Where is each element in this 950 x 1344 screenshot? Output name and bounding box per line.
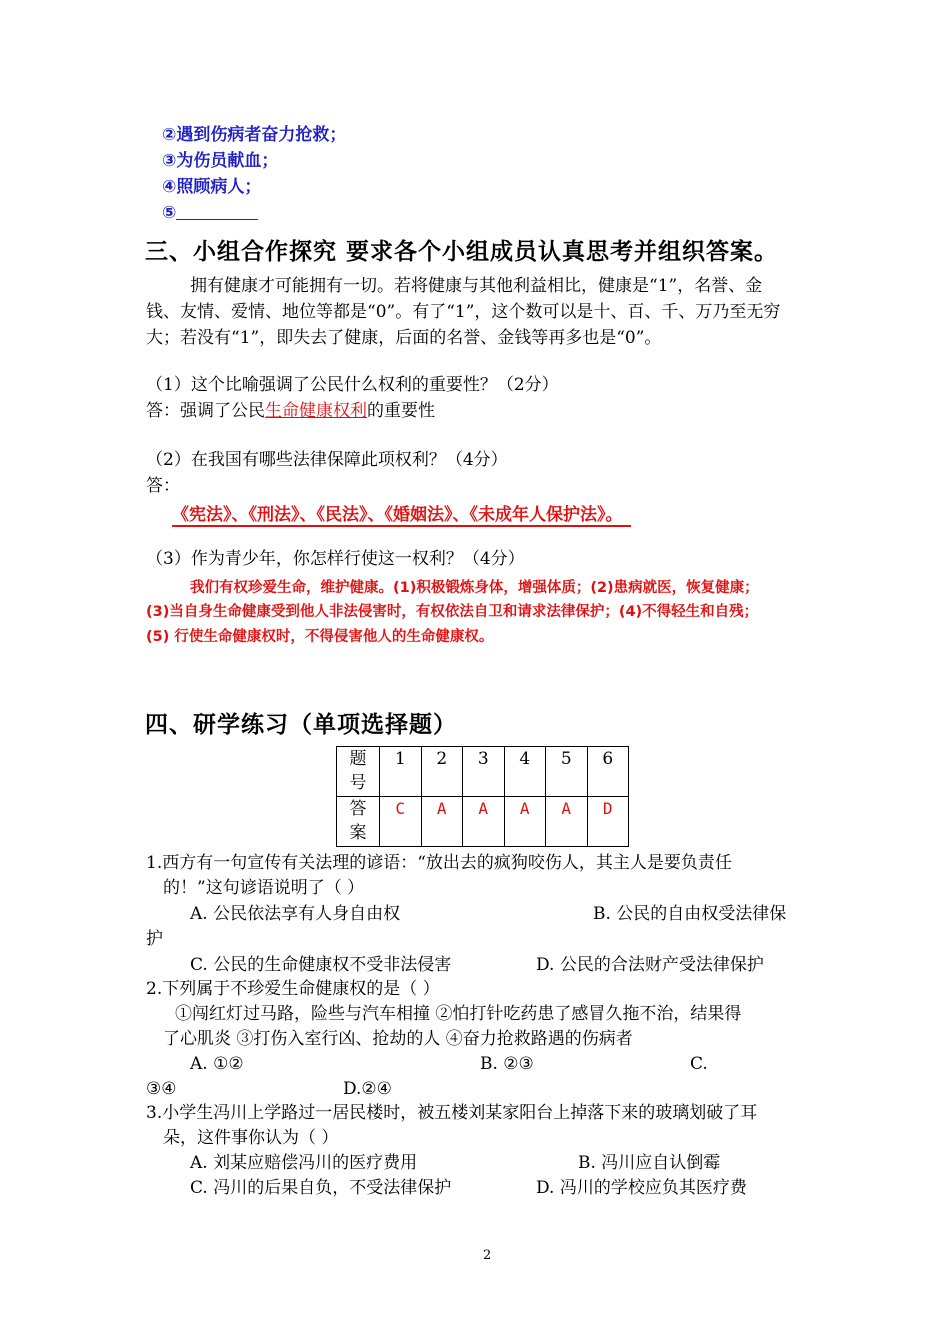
answer-cell: A bbox=[463, 797, 505, 847]
mcq-1-option-d: D. 公民的合法财产受法律保护 bbox=[536, 955, 764, 975]
table-cell: 6 bbox=[587, 747, 629, 797]
table-header-cell: 题 号 bbox=[337, 747, 380, 797]
section3-heading: 三、小组合作探究 要求各个小组成员认真思考并组织答案。 bbox=[145, 239, 779, 265]
answer-table bbox=[336, 746, 629, 847]
mcq-2-stem: ①闯红灯过马路，险些与汽车相撞 ②怕打针吃药患了感冒久拖不治，结果得 bbox=[175, 1004, 742, 1024]
mcq-3-stem: 3.小学生冯川上学路过一居民楼时，被五楼刘某家阳台上掉落下来的玻璃划破了耳 bbox=[146, 1103, 758, 1123]
section4-heading: 四、研学练习（单项选择题） bbox=[145, 712, 457, 738]
mcq-3-option-a: A. 刘某应赔偿冯川的医疗费用 bbox=[190, 1153, 418, 1173]
table-cell: 1 bbox=[380, 747, 422, 797]
mcq-2-option-c: C. bbox=[690, 1054, 708, 1074]
paragraph-line: 拥有健康才可能拥有一切。若将健康与其他利益相比，健康是“1”，名誉、金 bbox=[190, 276, 763, 296]
question-1: （1）这个比喻强调了公民什么权利的重要性？（2分） bbox=[146, 375, 559, 395]
answer-2-laws: 《宪法》、《刑法》、《民法》、《婚姻法》、《未成年人保护法》。 bbox=[172, 500, 631, 527]
table-cell: 4 bbox=[504, 747, 546, 797]
list-item-number: ⑤ bbox=[162, 203, 177, 223]
table-cell: 3 bbox=[463, 747, 505, 797]
mcq-2-option-a: A. ①② bbox=[190, 1054, 244, 1074]
answer-3-line: 我们有权珍爱生命，维护健康。(1)积极锻炼身体，增强体质；(2)患病就医，恢复健康； bbox=[190, 580, 759, 596]
mcq-1-stem: 的！”这句谚语说明了（ ） bbox=[163, 878, 365, 898]
mcq-3-option-c: C. 冯川的后果自负，不受法律保护 bbox=[190, 1178, 452, 1198]
question-2: （2）在我国有哪些法律保障此项权利？（4分） bbox=[146, 450, 508, 470]
mcq-1-option-c: C. 公民的生命健康权不受非法侵害 bbox=[190, 955, 452, 975]
mcq-2-option-b: B. ②③ bbox=[480, 1054, 534, 1074]
list-item bbox=[162, 200, 346, 226]
mcq-1-option-b: 护 bbox=[146, 929, 163, 949]
list-item: ③为伤员献血； bbox=[162, 151, 279, 171]
question-3: （3）作为青少年，你怎样行使这一权利？（4分） bbox=[146, 549, 525, 569]
answer-prefix: 答：强调了公民 bbox=[146, 401, 265, 421]
fill-blank bbox=[176, 201, 258, 220]
mcq-1-stem: 1.西方有一句宣传有关法理的谚语：“放出去的疯狗咬伤人，其主人是要负责任 bbox=[146, 853, 732, 873]
mcq-2-stem: 2.下列属于不珍爱生命健康权的是（ ） bbox=[146, 979, 440, 999]
mcq-3-stem: 朵，这件事你认为（ ） bbox=[163, 1128, 339, 1148]
mcq-1-option-a: A. 公民依法享有人身自由权 bbox=[190, 904, 401, 924]
answer-3-line: (3)当自身生命健康受到他人非法侵害时，有权依法自卫和请求法律保护；(4)不得轻生和自残； bbox=[146, 604, 759, 620]
answer-cell: D bbox=[587, 797, 629, 847]
rights-list bbox=[162, 122, 346, 226]
page-number: 2 bbox=[483, 1248, 492, 1263]
answer-suffix: 的重要性 bbox=[367, 401, 435, 421]
answer-cell: C bbox=[380, 797, 422, 847]
list-item: ④照顾病人； bbox=[162, 177, 262, 197]
table-header-cell: 答 案 bbox=[337, 797, 380, 847]
mcq-1-option-b: B. 公民的自由权受法律保 bbox=[593, 904, 787, 924]
answer-1 bbox=[146, 398, 435, 425]
table-row bbox=[337, 747, 629, 797]
paragraph-line: 大；若没有“1”，即失去了健康，后面的名誉、金钱等再多也是“0”。 bbox=[146, 328, 662, 348]
answer-3-line: (5) 行使生命健康权时，不得侵害他人的生命健康权。 bbox=[146, 629, 494, 645]
list-item: ②遇到伤病者奋力抢救； bbox=[162, 125, 347, 145]
answer-cell: A bbox=[504, 797, 546, 847]
answer-cell: A bbox=[546, 797, 588, 847]
table-cell: 5 bbox=[546, 747, 588, 797]
mcq-3-option-b: B. 冯川应自认倒霉 bbox=[578, 1153, 721, 1173]
mcq-2-stem: 了心肌炎 ③打伤入室行凶、抢劫的人 ④奋力抢救路遇的伤病者 bbox=[163, 1029, 633, 1049]
mcq-3-option-d: D. 冯川的学校应负其医疗费 bbox=[536, 1178, 747, 1198]
table-cell: 2 bbox=[421, 747, 463, 797]
answer-cell: A bbox=[421, 797, 463, 847]
paragraph-line: 钱、友情、爱情、地位等都是“0”。有了“1”，这个数可以是十、百、千、万乃至无穷 bbox=[146, 302, 781, 322]
answer-2-label: 答： bbox=[146, 476, 180, 496]
answer-keyword: 生命健康权利 bbox=[265, 401, 367, 421]
mcq-2-option-d: D.②④ bbox=[343, 1079, 392, 1099]
table-row bbox=[337, 797, 629, 847]
mcq-2-option-c: ③④ bbox=[146, 1079, 177, 1099]
